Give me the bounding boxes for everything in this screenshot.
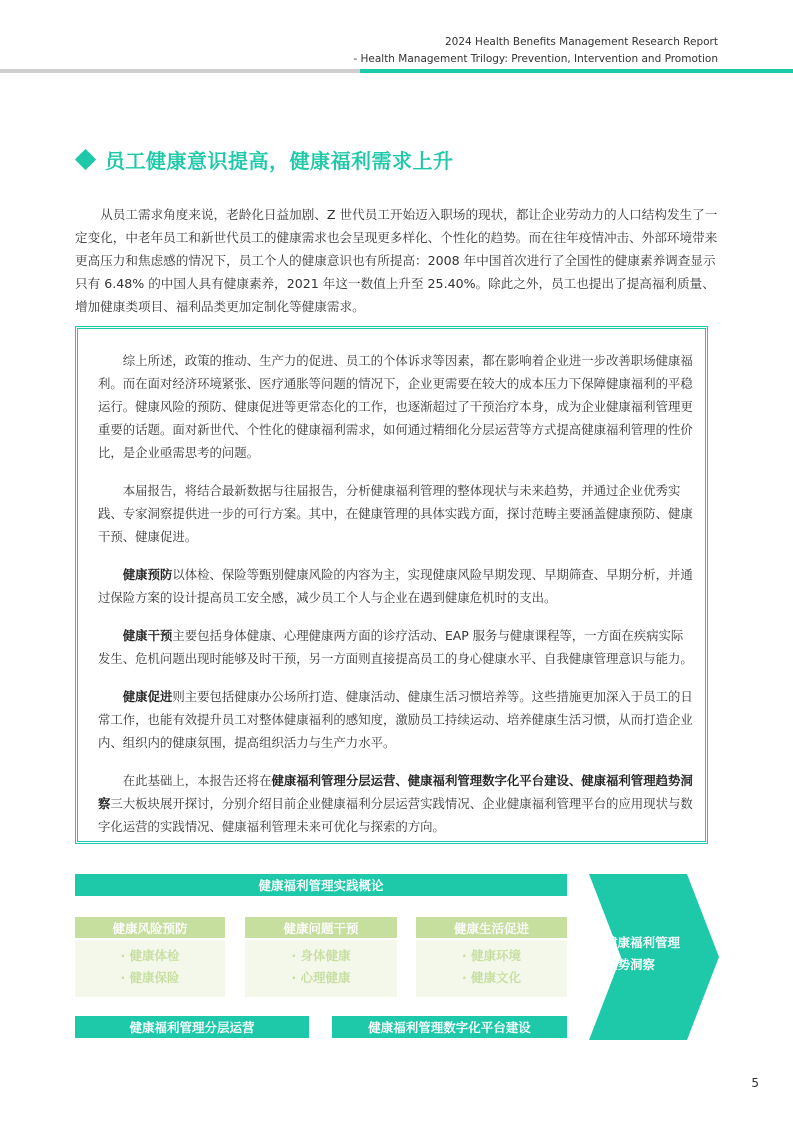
term-prevention: 健康预防 <box>122 567 173 582</box>
term-promotion: 健康促进 <box>122 689 173 704</box>
running-header <box>353 34 718 68</box>
header-accent-bar <box>360 69 793 73</box>
category-body-intervention <box>245 940 397 997</box>
bottom-bar-digital-platform: 健康福利管理数字化平台建设 <box>332 1016 567 1038</box>
diamond-bullet-icon <box>75 148 96 169</box>
summary-paragraph-3: 健康预防以体检、保险等甄别健康风险的内容为主，实现健康风险早期发现、早期筛查、早期分析，并通过保险方案的设计提高员工安全感，减少员工个人与企业在遇到健康危机时的支出。 <box>98 567 693 605</box>
term-intervention: 健康干预 <box>122 628 173 643</box>
category-item: · 心理健康 <box>291 970 351 985</box>
header-line-1: 2024 Health Benefits Management Research Report <box>444 36 718 48</box>
category-item: · 健康体检 <box>120 948 180 963</box>
header-line-2: - Health Management Trilogy: Prevention, Intervention and Promotion <box>353 53 718 65</box>
category-title-prevention: 健康风险预防 <box>75 917 225 938</box>
category-body-promotion <box>416 940 567 997</box>
summary-box <box>75 326 708 844</box>
practice-overview-diagram <box>75 874 719 1040</box>
category-title-promotion: 健康生活促进 <box>416 917 567 938</box>
summary-paragraph-5: 健康促进则主要包括健康办公场所打造、健康活动、健康生活习惯培养等。这些措施更加深入于员工的日常工作，也能有效提升员工对整体健康福利的感知度，激励员工持续运动、培养健康生活习惯，从而打造企业内、组织内的健康氛围，提高组织活力与生产力水平。 <box>98 689 693 750</box>
diagram-top-bar: 健康福利管理实践概论 <box>75 874 567 896</box>
section-heading <box>75 145 454 173</box>
three-sections-bold: 健康福利管理分层运营、健康福利管理数字化平台建设、健康福利管理趋势洞察 <box>98 773 693 811</box>
trend-insight-label: 健康福利管理 趋势洞察 <box>605 935 681 972</box>
bottom-bar-tiered-operation: 健康福利管理分层运营 <box>75 1016 309 1038</box>
category-body-prevention <box>75 940 225 997</box>
section-title: 员工健康意识提高，健康福利需求上升 <box>105 148 454 173</box>
summary-paragraph-2: 本届报告，将结合最新数据与往届报告，分析健康福利管理的整体现状与未来趋势，并通过企业优秀实践、专家洞察提供进一步的可行方案。其中，在健康管理的具体实践方面，探讨范畴主要涵盖健康预防、健康干预、健康促进。 <box>98 483 693 544</box>
category-title-intervention: 健康问题干预 <box>245 917 397 938</box>
category-item: · 健康环境 <box>461 948 522 963</box>
page-number: 5 <box>751 1076 759 1090</box>
summary-paragraph-1: 综上所述，政策的推动、生产力的促进、员工的个体诉求等因素，都在影响着企业进一步改善职场健康福利。而在面对经济环境紧张、医疗通胀等问题的情况下，企业更需要在较大的成本压力下保障健康福利的平稳运行。健康风险的预防、健康促进等更常态化的工作，也逐渐超过了干预治疗本身，成为企业健康福利管理更重要的话题。面对新世代、个性化的健康福利需求，如何通过精细化分层运营等方式提高健康福利管理的性价比，是企业亟需思考的问题。 <box>98 353 693 460</box>
category-item: · 健康保险 <box>120 970 180 985</box>
summary-paragraph-6: 在此基础上，本报告还将在健康福利管理分层运营、健康福利管理数字化平台建设、健康福利管理趋势洞察三大板块展开探讨，分别介绍目前企业健康福利分层运营实践情况、企业健康福利管理平台的应用现状与数字化运营的实践情况、健康福利管理未来可优化与探索的方向。 <box>98 773 693 834</box>
category-item: · 健康文化 <box>461 970 522 985</box>
intro-paragraph: 从员工需求角度来说，老龄化日益加剧、Z 世代员工开始迈入职场的现状，都让企业劳动力的人口结构发生了一定变化，中老年员工和新世代员工的健康需求也会呈现更多样化、个性化的趋势。而在往年疫情冲击、外部环境带来更高压力和焦虑感的情况下，员工个人的健康意识也有所提高：2008 年中国首次进行了全国性的健康素养调查显示只有 6.48% 的中国人具有健康素养，2021 年这一数值上升至 25.40%。除此之外，员工也提出了提高福利质量、增加健康类项目、福利品类更加定制化等健康需求。 <box>75 207 718 314</box>
summary-paragraph-4: 健康干预主要包括身体健康、心理健康两方面的诊疗活动、EAP 服务与健康课程等，一方面在疾病实际发生、危机问题出现时能够及时干预，另一方面则直接提高员工的身心健康水平、自我健康管理意识与能力。 <box>98 628 693 666</box>
category-item: · 身体健康 <box>291 948 351 963</box>
